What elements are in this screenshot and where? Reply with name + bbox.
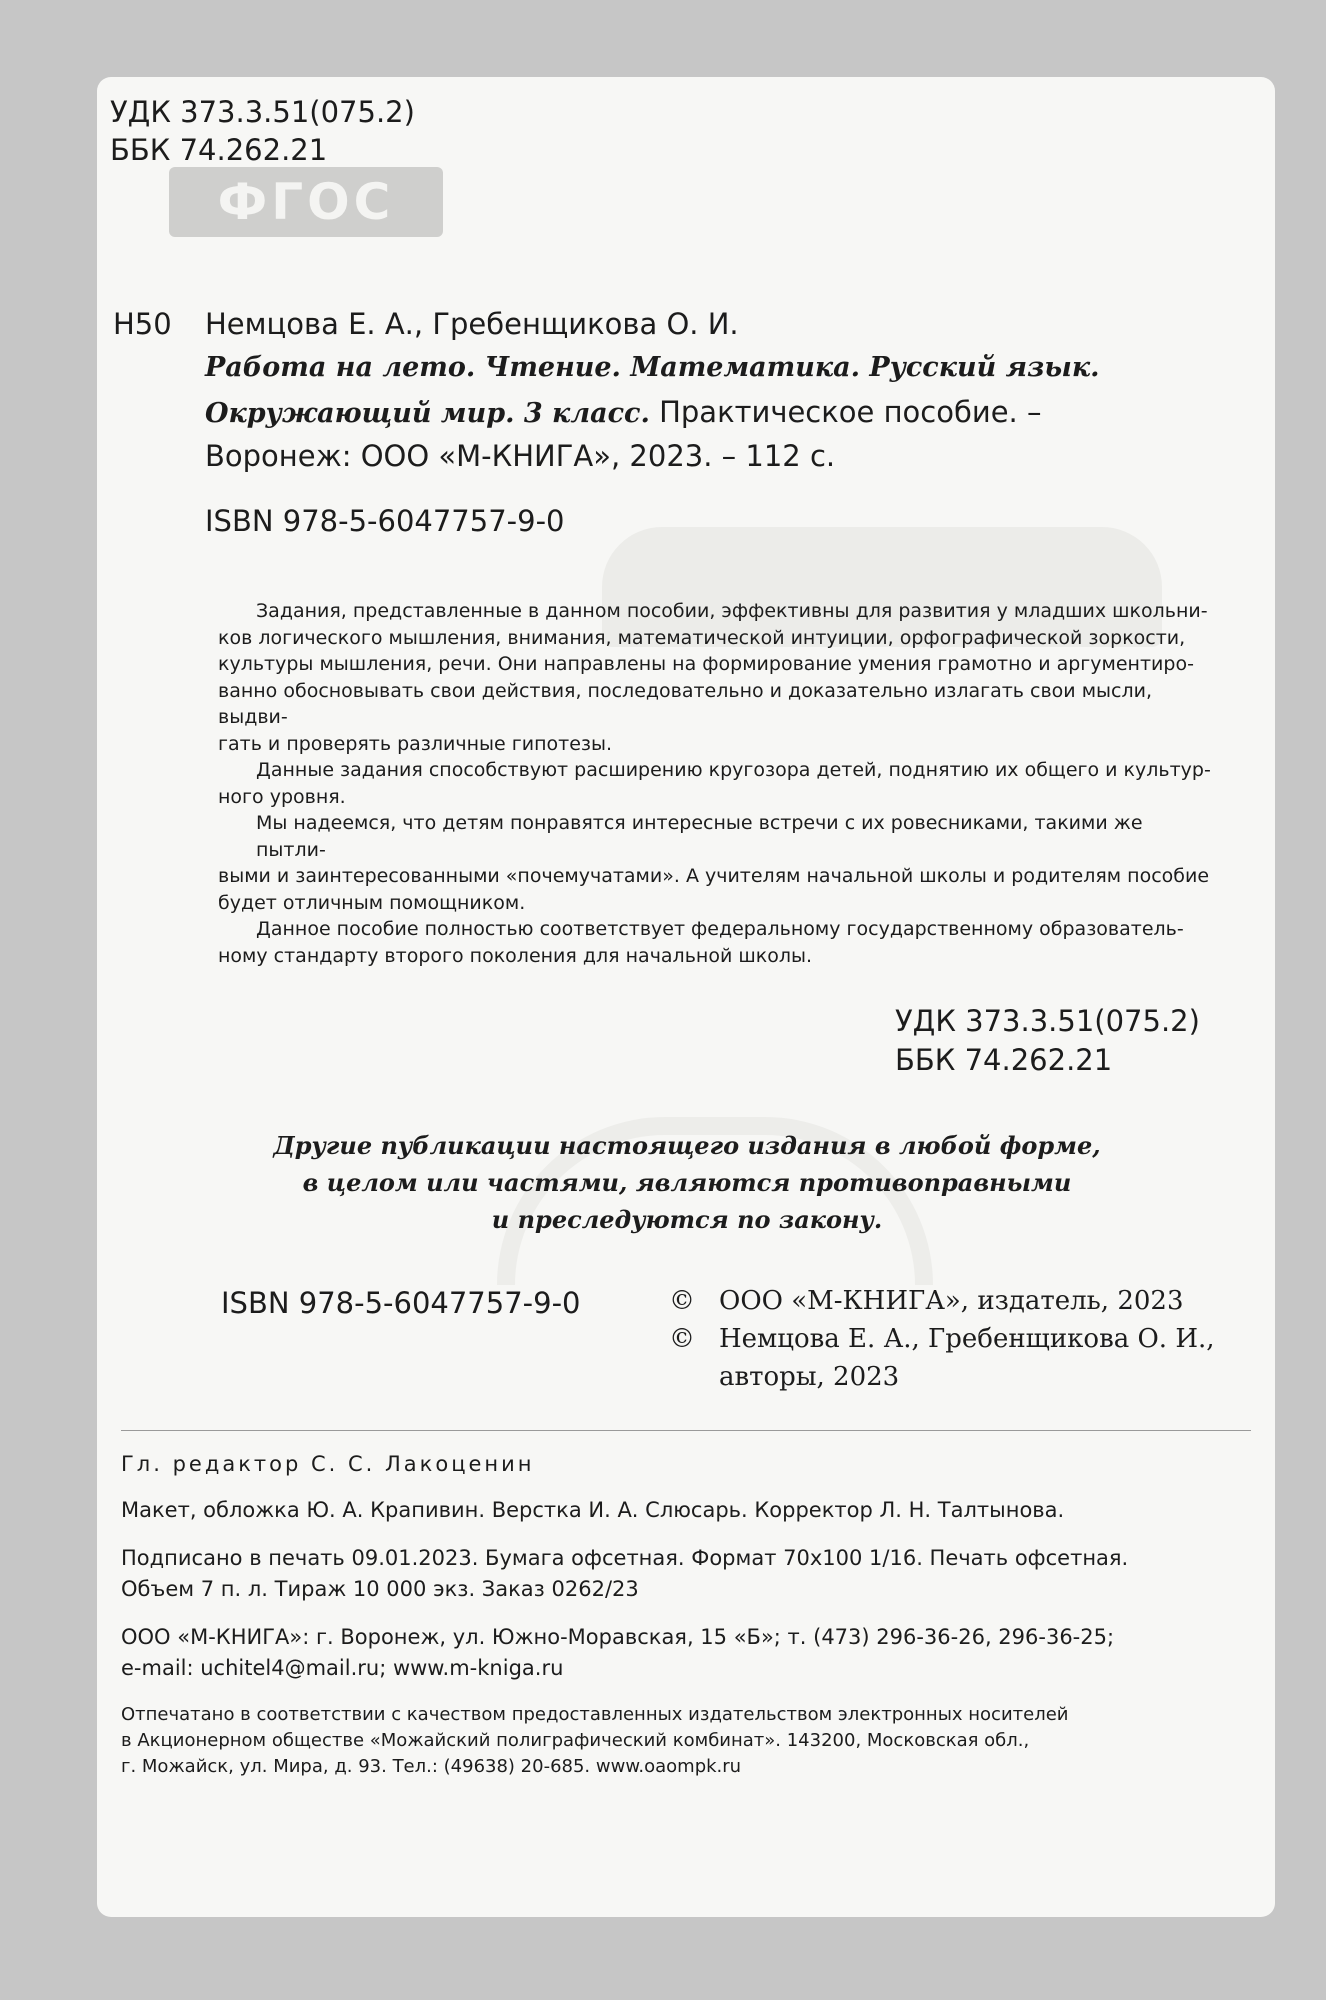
annotation-paragraph-4 xyxy=(218,916,1218,969)
book-subtitle xyxy=(205,389,1041,437)
udk-bottom: УДК 373.3.51(075.2) xyxy=(895,1004,1200,1038)
publisher-address: ООО «М-КНИГА»: г. Воронеж, ул. Южно-Моравская, 15 «Б»; т. (473) 296-36-26, 296-36-25; xyxy=(121,1625,1115,1649)
imprint-page xyxy=(97,77,1275,1917)
copyright-authors: Немцова Е. А., Гребенщикова О. И., xyxy=(719,1324,1215,1354)
legal-line: Другие публикации настоящего издания в любой форме, xyxy=(273,1131,1101,1160)
print-volume: Объем 7 п. л. Тираж 10 000 экз. Заказ 0262/23 xyxy=(121,1577,639,1601)
fgos-label: ФГОС xyxy=(217,173,395,231)
divider xyxy=(121,1430,1251,1431)
legal-line: в целом или частями, являются противоправными xyxy=(302,1168,1072,1197)
isbn-bottom: ISBN 978-5-6047757-9-0 xyxy=(221,1286,581,1320)
annotation-line: ванно обосновывать свои действия, последовательно и доказательно излагать свои мысли, выдви- xyxy=(218,679,1153,728)
annotation-line: будет отличным помощником. xyxy=(218,891,526,914)
book-subtitle-rest: Практическое пособие. – xyxy=(649,395,1042,429)
copyright-publisher: ООО «М-КНИГА», издатель, 2023 xyxy=(719,1286,1184,1316)
annotation-line: выми и заинтересованными «почемучатами». А учителям начальной школы и родителям пособие xyxy=(218,865,1210,887)
signed-to-print: Подписано в печать 09.01.2023. Бумага офсетная. Формат 70x100 1/16. Печать офсетная. xyxy=(121,1546,1129,1570)
isbn-top: ISBN 978-5-6047757-9-0 xyxy=(205,504,565,538)
copyright-symbol-1: © xyxy=(669,1286,695,1316)
annotation-line: Данное пособие полностью соответствует федеральному государственному образователь- xyxy=(256,918,1184,940)
authors: Немцова Е. А., Гребенщикова О. И. xyxy=(205,307,739,341)
annotation-line: Задания, представленные в данном пособии, эффективны для развития у младших школьни- xyxy=(256,600,1208,622)
layout-credits: Макет, обложка Ю. А. Крапивин. Верстка И. А. Слюсарь. Корректор Л. Н. Талтынова. xyxy=(121,1498,1065,1522)
annotation-line: Данные задания способствуют расширению кругозора детей, поднятию их общего и культур- xyxy=(256,759,1211,781)
annotation-line: гать и проверять различные гипотезы. xyxy=(218,732,613,755)
printed-line: в Акционерном обществе «Можайский полиграфический комбинат». 143200, Московская обл., xyxy=(121,1730,1030,1751)
annotation-paragraph-3 xyxy=(218,810,1218,916)
annotation-line: культуры мышления, речи. Они направлены на формирование умения грамотно и аргументиро- xyxy=(218,653,1194,675)
copyright-authors-year: авторы, 2023 xyxy=(719,1362,900,1392)
copyright-symbol-2: © xyxy=(669,1324,695,1354)
annotation xyxy=(218,598,1218,969)
printed-by xyxy=(121,1702,1069,1780)
annotation-line: ного уровня. xyxy=(218,785,346,808)
legal-line: и преследуются по закону. xyxy=(491,1205,883,1234)
legal-notice xyxy=(197,1127,1177,1238)
chief-editor: Гл. редактор С. С. Лакоценин xyxy=(121,1452,535,1476)
annotation-line: Мы надеемся, что детям понравятся интересные встречи с их ровесниками, такими же пытли- xyxy=(256,812,1143,861)
annotation-line: ков логического мышления, внимания, математической интуиции, орфографической зоркости, xyxy=(218,626,1186,649)
annotation-line: ному стандарту второго поколения для начальной школы. xyxy=(218,944,813,967)
book-title: Работа на лето. Чтение. Математика. Русский язык. xyxy=(205,352,1100,383)
publisher-contacts: e-mail: uchitel4@mail.ru; www.m-kniga.ru xyxy=(121,1656,564,1680)
printed-line: г. Можайск, ул. Мира, д. 93. Тел.: (49638) 20-685. www.oaompk.ru xyxy=(121,1756,742,1777)
fgos-badge xyxy=(169,167,443,237)
annotation-paragraph-1 xyxy=(218,598,1218,757)
author-sign: Н50 xyxy=(113,307,172,341)
bbk-top: ББК 74.262.21 xyxy=(110,133,328,167)
annotation-paragraph-2 xyxy=(218,757,1218,810)
printed-line: Отпечатано в соответствии с качеством предоставленных издательством электронных носителей xyxy=(121,1704,1069,1725)
udk-top: УДК 373.3.51(075.2) xyxy=(110,95,415,129)
book-subtitle-italic: Окружающий мир. 3 класс. xyxy=(205,398,650,429)
publisher-line: Воронеж: ООО «М-КНИГА», 2023. – 112 с. xyxy=(205,439,836,473)
bbk-bottom: ББК 74.262.21 xyxy=(895,1043,1113,1077)
